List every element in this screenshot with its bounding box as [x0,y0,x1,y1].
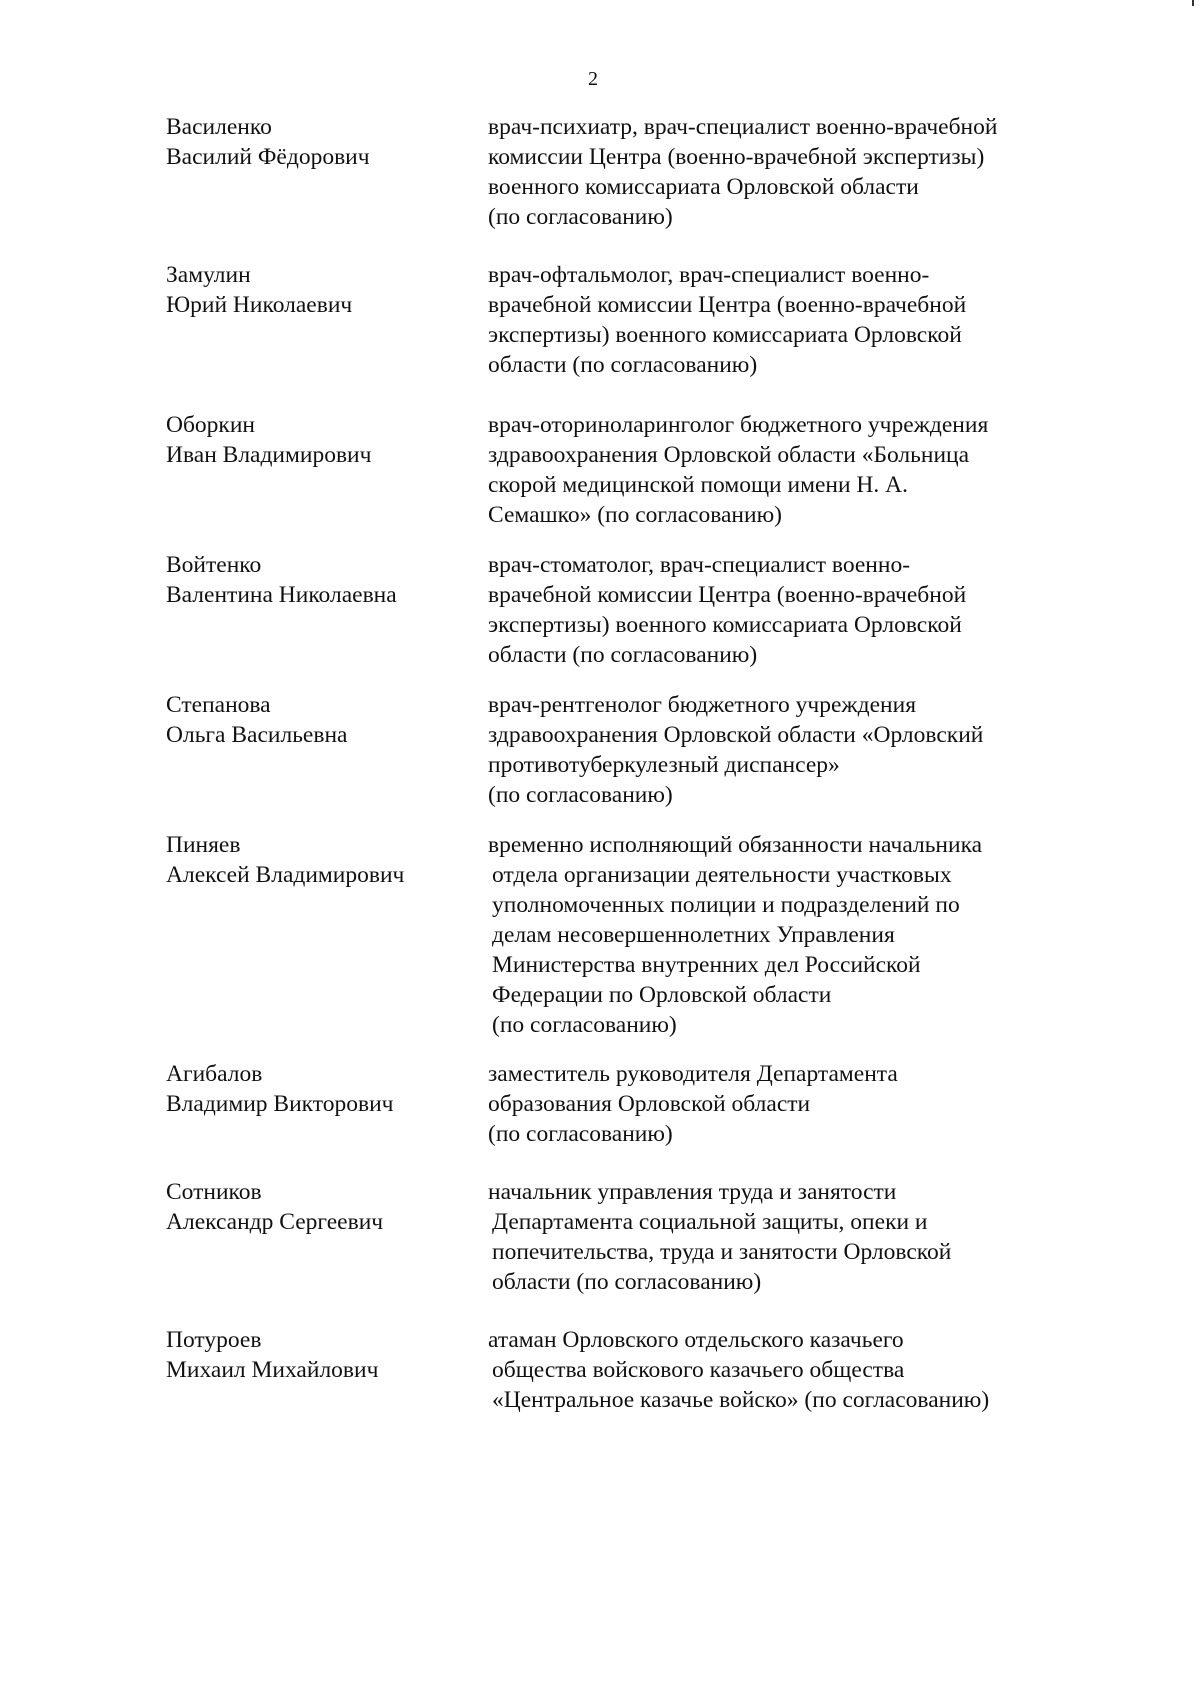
member-position [488,1177,1068,1297]
member-given-name: Иван Владимирович [166,442,372,468]
position-line: здравоохранения Орловской области «Орловский [488,722,984,748]
position-line: общества войскового казачьего общества [492,1357,905,1383]
position-line: временно исполняющий обязанности начальника [488,832,983,858]
position-line: экспертизы) военного комиссариата Орловской [488,612,962,638]
scan-edge-mark [1192,0,1194,6]
position-line: врачебной комиссии Центра (военно-врачебной [488,292,967,318]
position-line: заместитель руководителя Департамента [488,1061,898,1087]
position-line: атаман Орловского отдельского казачьего [488,1327,904,1353]
position-line: (по согласованию) [488,1121,673,1147]
member-given-name: Михаил Михайлович [166,1357,379,1383]
position-line: уполномоченных полиции и подразделений по [492,892,960,918]
member-given-name: Василий Фёдорович [166,144,370,170]
position-line: попечительства, труда и занятости Орловской [492,1239,952,1265]
member-given-name: Алексей Владимирович [166,862,405,888]
position-line: Министерства внутренних дел Российской [492,952,921,978]
position-line: области (по согласованию) [488,642,758,668]
page-number: 2 [588,68,598,90]
member-given-name: Юрий Николаевич [166,292,353,318]
position-line: делам несовершеннолетних Управления [492,922,895,948]
member-position [488,112,1068,232]
member-given-name: Ольга Васильевна [166,722,348,748]
position-line: Федерации по Орловской области [492,982,832,1008]
position-line: области (по согласованию) [492,1269,762,1295]
member-surname: Сотников [166,1179,262,1205]
member-given-name: Александр Сергеевич [166,1209,384,1235]
member-position [488,550,1068,670]
member-name [166,260,352,320]
member-surname: Оборкин [166,412,255,438]
member-name [166,1325,378,1385]
position-line: врач-рентгенолог бюджетного учреждения [488,692,917,718]
member-surname: Степанова [166,692,271,718]
position-line: врач-оториноларинголог бюджетного учреждения [488,412,989,438]
member-name [166,1059,394,1119]
member-surname: Агибалов [166,1061,263,1087]
position-line: врач-стоматолог, врач-специалист военно- [488,552,911,578]
member-given-name: Валентина Николаевна [166,582,397,608]
member-position [488,1059,1068,1149]
position-line: «Центральное казачье войско» (по согласованию) [492,1387,990,1413]
position-line: области (по согласованию) [488,352,758,378]
member-surname: Войтенко [166,552,262,578]
member-surname: Пиняев [166,832,241,858]
member-surname: Потуроев [166,1327,262,1353]
member-name [166,1177,383,1237]
position-line: начальник управления труда и занятости [488,1179,897,1205]
member-name [166,690,347,750]
position-line: (по согласованию) [492,1012,677,1038]
member-position [488,830,1068,1040]
position-line: врачебной комиссии Центра (военно-врачебной [488,582,967,608]
member-name [166,410,371,470]
position-line: здравоохранения Орловской области «Больница [488,442,970,468]
position-line: врач-психиатр, врач-специалист военно-врачебной [488,114,998,140]
member-position [488,690,1068,810]
position-line: экспертизы) военного комиссариата Орловской [488,322,962,348]
member-surname: Василенко [166,114,272,140]
member-name [166,830,404,890]
position-line: комиссии Центра (военно-врачебной экспертизы) [488,144,985,170]
position-line: Департамента социальной защиты, опеки и [492,1209,928,1235]
member-given-name: Владимир Викторович [166,1091,394,1117]
member-position [488,1325,1068,1415]
position-line: (по согласованию) [488,204,673,230]
member-position [488,260,1068,380]
member-name [166,112,370,172]
member-surname: Замулин [166,262,251,288]
position-line: врач-офтальмолог, врач-специалист военно- [488,262,930,288]
member-position [488,410,1068,530]
position-line: Семашко» (по согласованию) [488,502,782,528]
position-line: отдела организации деятельности участковых [492,862,952,888]
position-line: скорой медицинской помощи имени Н. А. [488,472,908,498]
member-name [166,550,397,610]
position-line: (по согласованию) [488,782,673,808]
position-line: образования Орловской области [488,1091,811,1117]
position-line: противотуберкулезный диспансер» [488,752,840,778]
position-line: военного комиссариата Орловской области [488,174,919,200]
